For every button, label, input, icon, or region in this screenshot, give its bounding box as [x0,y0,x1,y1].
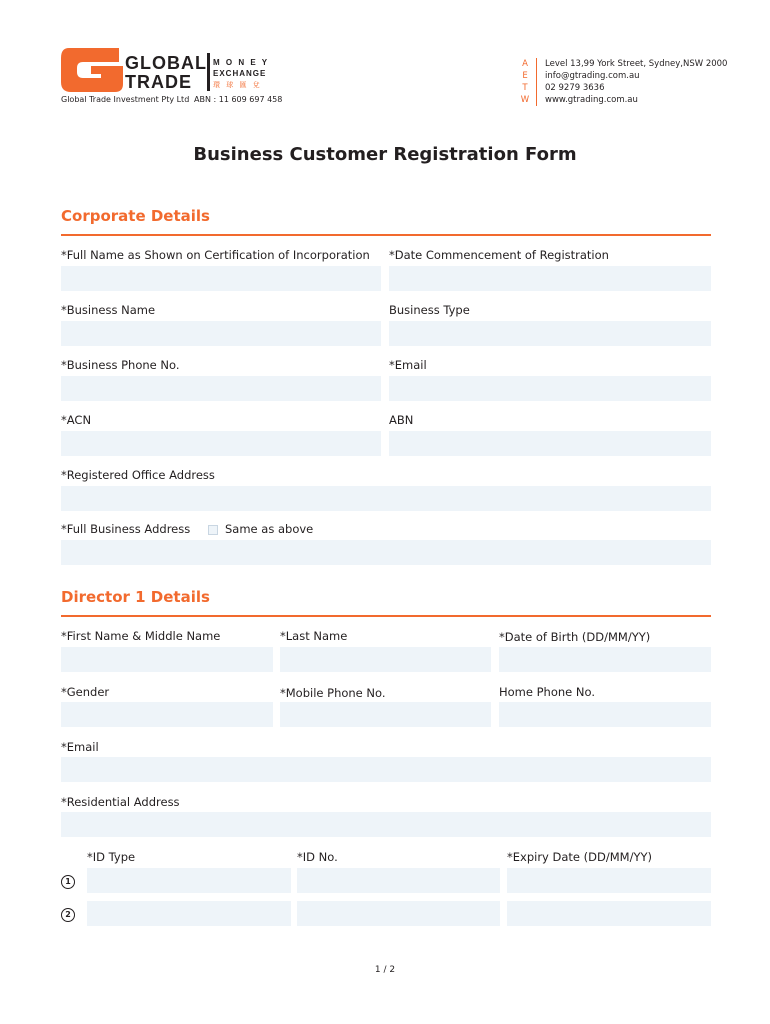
mobile-label: *Mobile Phone No. [280,686,386,700]
logo-divider [207,53,210,91]
contact-website: www.gtrading.com.au [545,95,638,105]
business-name-field[interactable] [61,321,381,346]
full-business-address-field[interactable] [61,540,711,565]
mobile-field[interactable] [280,702,491,727]
last-name-label: *Last Name [280,629,348,643]
director-email-field[interactable] [61,757,711,782]
full-name-field[interactable] [61,266,381,291]
contact-letter-a: A [522,59,528,69]
dob-label: *Date of Birth (DD/MM/YY) [499,630,651,644]
residential-address-field[interactable] [61,812,711,837]
logo-mark-icon [61,48,125,92]
corporate-email-field[interactable] [389,376,711,401]
page-number: 1 / 2 [374,965,396,975]
gender-label: *Gender [61,685,110,699]
date-commencement-field[interactable] [389,266,711,291]
expiry-label: *Expiry Date (DD/MM/YY) [507,850,652,864]
corporate-rule [61,234,711,236]
full-business-address-label: *Full Business Address [61,522,191,536]
id-row-1-number: 1 [61,875,75,889]
corporate-heading: Corporate Details [61,207,210,225]
director-email-label: *Email [61,740,99,754]
first-name-field[interactable] [61,647,273,672]
registered-address-field[interactable] [61,486,711,511]
id-no-field-2[interactable] [297,901,500,926]
full-name-label: *Full Name as Shown on Certification of Incorporation [61,248,370,262]
business-phone-label: *Business Phone No. [61,358,180,372]
business-name-label: *Business Name [61,303,156,317]
registered-address-label: *Registered Office Address [61,468,215,482]
id-row-2-number: 2 [61,908,75,922]
id-type-field-1[interactable] [87,868,291,893]
last-name-field[interactable] [280,647,491,672]
gender-field[interactable] [61,702,273,727]
home-phone-field[interactable] [499,702,711,727]
form-title: Business Customer Registration Form [193,144,577,165]
business-type-label: Business Type [389,303,470,317]
contact-letter-w: W [520,95,530,105]
logo-money-text: M O N E Y [213,58,270,67]
home-phone-label: Home Phone No. [499,685,595,699]
logo-exchange-text: EXCHANGE [213,69,267,78]
business-phone-field[interactable] [61,376,381,401]
logo-chinese-text: 環 球 匯 兌 [213,81,262,89]
first-name-label: *First Name & Middle Name [61,629,221,643]
residential-address-label: *Residential Address [61,795,180,809]
logo-trade-text: TRADE [125,72,192,92]
id-no-field-1[interactable] [297,868,500,893]
expiry-field-2[interactable] [507,901,711,926]
contact-address: Level 13,99 York Street, Sydney,NSW 2000 [545,59,728,69]
same-as-above-checkbox[interactable] [208,525,218,535]
id-type-field-2[interactable] [87,901,291,926]
business-type-field[interactable] [389,321,711,346]
abn-label: ABN [389,413,414,427]
contact-letter-e: E [522,71,528,81]
acn-label: *ACN [61,413,92,427]
contact-letter-t: T [522,83,528,93]
contact-phone: 02 9279 3636 [545,83,605,93]
logo-global-text: GLOBAL [125,53,207,73]
expiry-field-1[interactable] [507,868,711,893]
director-heading: Director 1 Details [61,588,210,606]
dob-field[interactable] [499,647,711,672]
company-abn: ABN : 11 609 697 458 [194,95,283,104]
corporate-email-label: *Email [389,358,427,372]
contact-divider [536,58,537,106]
company-name: Global Trade Investment Pty Ltd [61,95,190,104]
director-rule [61,615,711,617]
date-commencement-label: *Date Commencement of Registration [389,248,609,262]
id-no-label: *ID No. [297,850,338,864]
abn-field[interactable] [389,431,711,456]
logo [61,48,281,92]
contact-email: info@gtrading.com.au [545,71,640,81]
same-as-above-label: Same as above [225,522,314,536]
acn-field[interactable] [61,431,381,456]
id-type-label: *ID Type [87,850,136,864]
